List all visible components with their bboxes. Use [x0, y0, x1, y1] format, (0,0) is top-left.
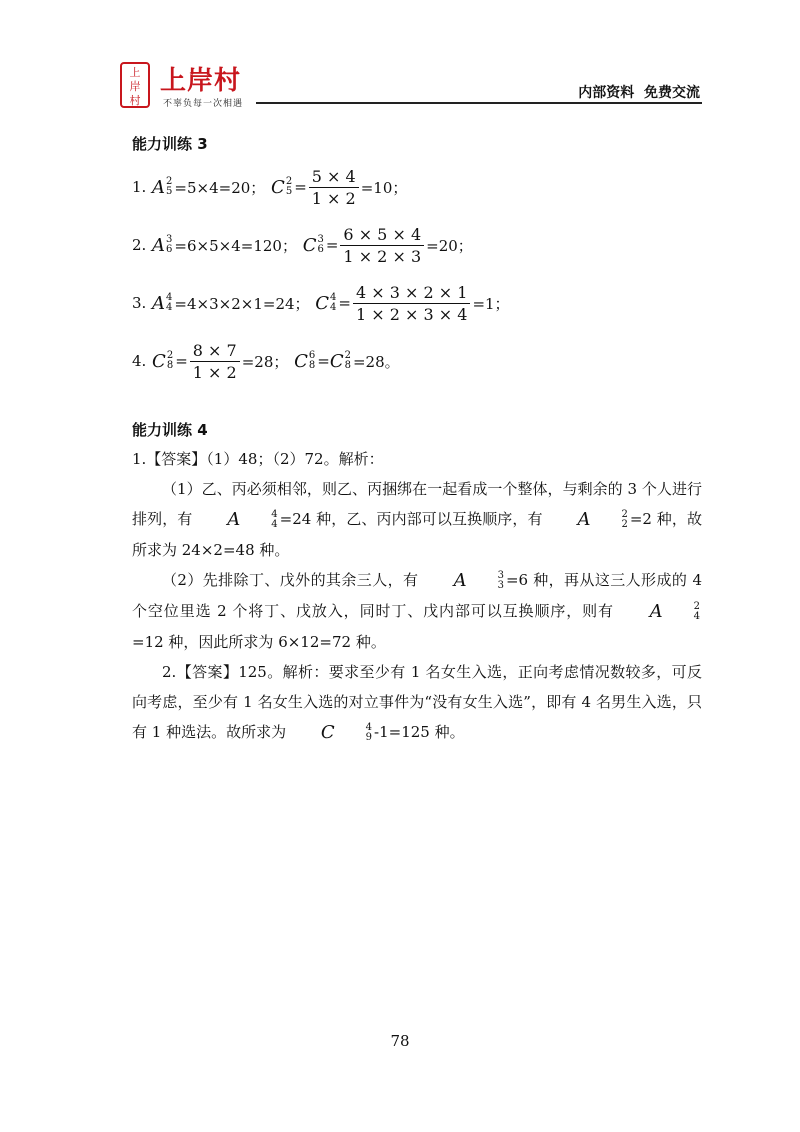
formula-line-4: 4. C 2 8 = $\frac{8 \times 7}{1 \times 2}$ =28； C 6 8 = C 2 8 =28。 — [132, 340, 400, 382]
page-header — [0, 0, 800, 110]
answer-1-part-1: （1）乙、丙必须相邻，则乙、丙捆绑在一起看成一个整体，与剩余的 3 个人进行排列，有 A 4 4 =24 种，乙、丙内部可以互换顺序，有 A 2 2 =2 种，故所求为 24×2=48 种。 — [132, 480, 702, 559]
answer-1-part-2: （2）先排除丁、戊外的其余三人，有 A 3 3 =6 种，再从这三人形成的 4 个空位里选 2 个将丁、戊放入，同时丁、戊内部可以互换顺序，则有 A 2 4 =12 种，因此所求为 6×12=72 种。 — [132, 570, 702, 651]
brand-slogan: 不辜负每一次相遇 — [163, 99, 244, 109]
page-number: 78 — [390, 1032, 410, 1050]
formula-line-1: 1. A 2 5 =5×4=20； C 2 5 = $\frac{5 \times 4}{1 \times 2}$ =10； — [132, 166, 408, 208]
section-title-3: 能力训练 3 — [132, 135, 208, 153]
header-rule — [256, 102, 702, 104]
answer-2: 2.【答案】125。解析：要求至少有 1 名女生入选，正向考虑情况数较多，可反向考虑，至少有 1 名女生入选的对立事件为“没有女生入选”，即有 4 名男生入选，只有 1 种选法。故所求为 C 4 9 -1=125 种。 — [132, 663, 702, 743]
fraction: $\frac{6 \times 5 \times 4}{1 \times 2 \times 3}$ — [340, 225, 424, 266]
formula-line-2: 2. A 3 6 =6×5×4=120； C 3 6 = $\frac{6 \times 5 \times 4}{1 \times 2 \times 3}$ =20； — [132, 224, 473, 266]
header-note: 内部资料 免费交流 — [578, 85, 700, 101]
formula-line-3: 3. A 4 4 =4×3×2×1=24； C 4 4 = $\frac{4 \times 3 \times 2 \times 1}{1 \times 2 \times 3 \times 4}$ =1； — [132, 282, 510, 324]
fraction: $\frac{4 \times 3 \times 2 \times 1}{1 \times 2 \times 3 \times 4}$ — [353, 283, 470, 324]
fraction: $\frac{5 \times 4}{1 \times 2}$ — [309, 167, 359, 208]
section-title-4: 能力训练 4 — [132, 421, 208, 439]
page-content — [132, 130, 702, 748]
brand-name: 上岸村 — [160, 66, 242, 96]
answer-1-heading: 1.【答案】（1）48；（2）72。解析： — [132, 450, 384, 468]
logo-seal: 上 岸 村 — [120, 62, 150, 108]
fraction: $\frac{8 \times 7}{1 \times 2}$ — [190, 341, 240, 382]
